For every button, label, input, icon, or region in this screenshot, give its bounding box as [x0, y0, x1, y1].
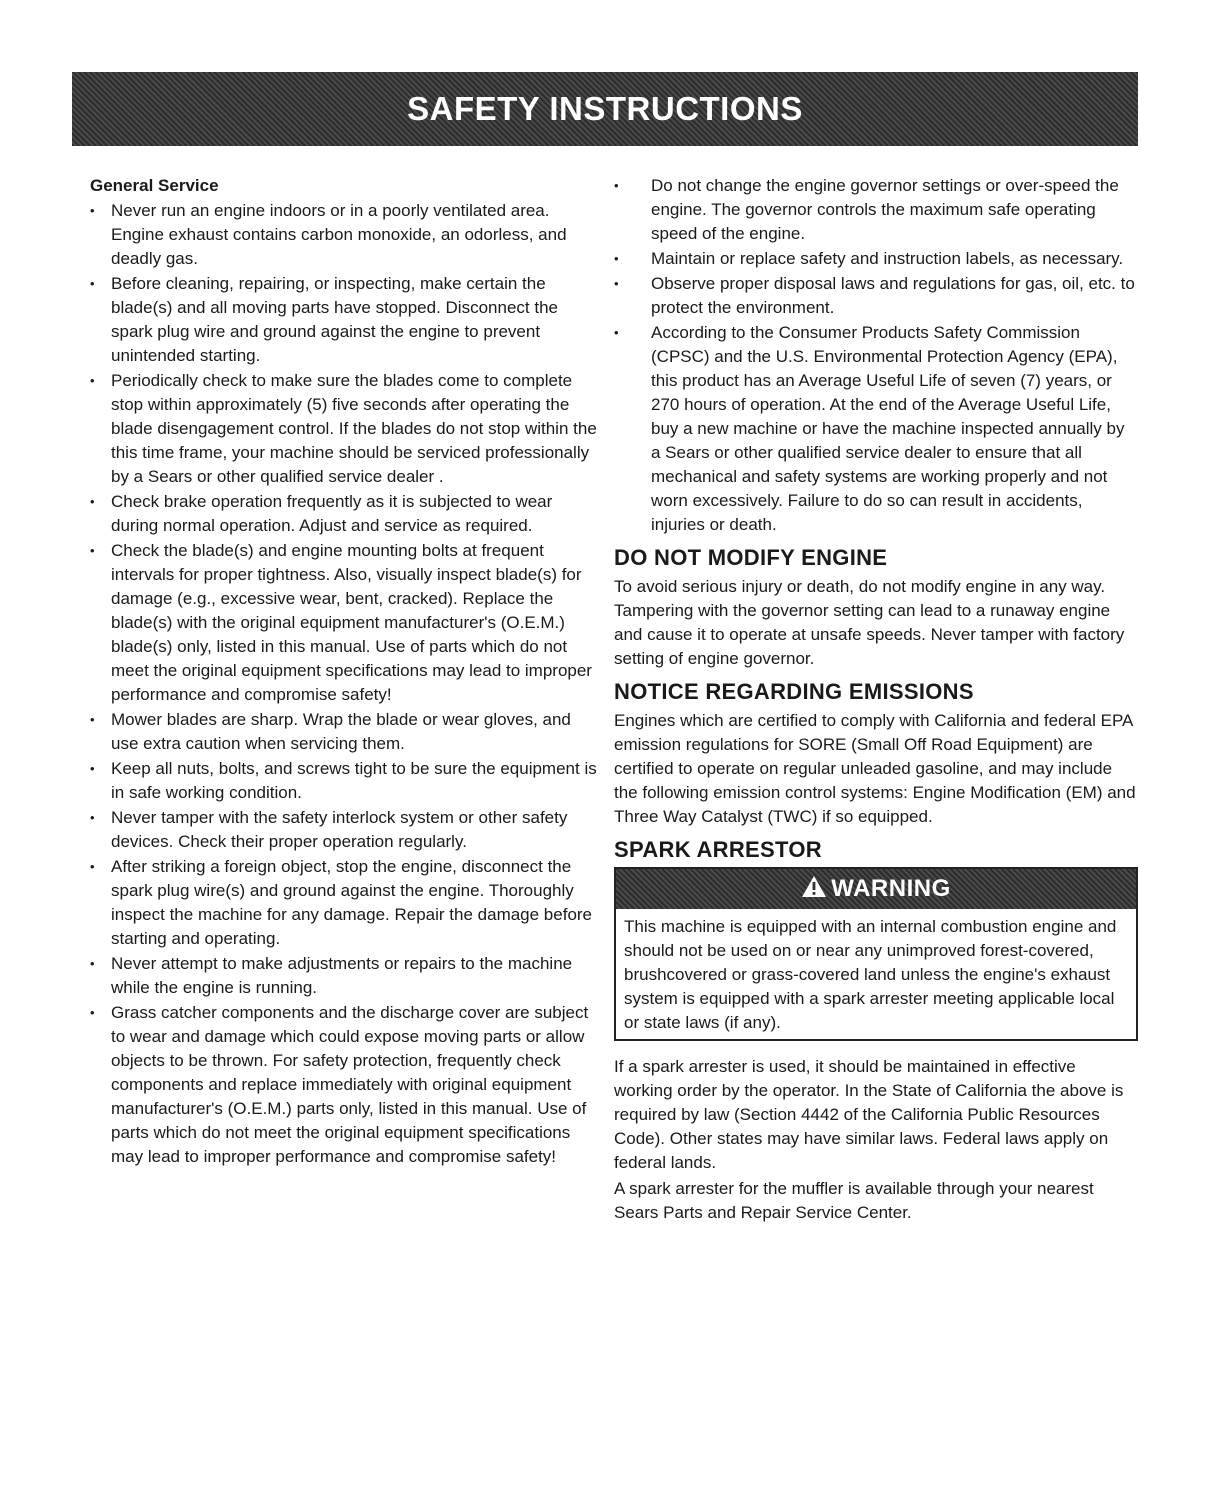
warning-header	[616, 869, 1136, 909]
list-item: • Maintain or replace safety and instruction labels, as necessary.	[614, 247, 1138, 271]
warning-triangle-icon	[801, 875, 827, 903]
list-item: • Check the blade(s) and engine mounting bolts at frequent intervals for proper tightness. Also, visually inspect blade(s) for damage (e.g., excessive wear, bent, cracked). Replace the blade(s) with the original equipment manufacturer's (O.E.M.) blade(s) only, listed in this manual. Use of parts which do not meet the original equipment specifications may lead to improper performance and compromise safety!	[90, 539, 598, 707]
list-item: • Check brake operation frequently as it is subjected to wear during normal operation. Adjust and service as required.	[90, 490, 598, 538]
spark-arrestor-heading: SPARK ARRESTOR	[614, 837, 822, 862]
warning-title: WARNING	[831, 875, 951, 902]
list-item: • Periodically check to make sure the blades come to complete stop within approximately (5) five seconds after operating the blade disengagement control. If the blades do not stop within the this time frame, your machine should be serviced professionally by a Sears or other qualified service dealer .	[90, 369, 598, 489]
emissions-heading: NOTICE REGARDING EMISSIONS	[614, 679, 974, 704]
spark-arrestor-paragraph: A spark arrester for the muffler is available through your nearest Sears Parts and Repair Service Center.	[614, 1179, 1094, 1222]
list-item: • Grass catcher components and the discharge cover are subject to wear and damage which could expose moving parts or allow objects to be thrown. For safety protection, frequently check components and replace immediately with original equipment manufacturer's (O.E.M.) parts only, listed in this manual. Use of parts which do not meet the original equipment specifications may lead to improper performance and compromise safety!	[90, 1001, 598, 1169]
list-item: • According to the Consumer Products Safety Commission (CPSC) and the U.S. Environmental Protection Agency (EPA), this product has an Average Useful Life of seven (7) years, or 270 hours of operation. At the end of the Average Useful Life, buy a new machine or have the machine inspected annually by a Sears or other qualified service dealer to ensure that all mechanical and safety systems are working properly and not worn excessively. Failure to do so can result in accidents, injuries or death.	[614, 321, 1138, 537]
page-title: SAFETY INSTRUCTIONS	[407, 90, 803, 127]
list-item: • After striking a foreign object, stop the engine, disconnect the spark plug wire(s) and ground against the engine. Thoroughly inspect the machine for any damage. Repair the damage before starting and operating.	[90, 855, 598, 951]
list-item: • Never run an engine indoors or in a poorly ventilated area. Engine exhaust contains carbon monoxide, an odorless, and deadly gas.	[90, 199, 598, 271]
general-service-list	[90, 199, 598, 1169]
list-item: • Observe proper disposal laws and regulations for gas, oil, etc. to protect the environment.	[614, 272, 1138, 320]
modify-engine-text: To avoid serious injury or death, do not modify engine in any way. Tampering with the governor setting can lead to a runaway engine and cause it to operate at unsafe speeds. Never tamper with factory setting of engine governor.	[614, 577, 1125, 668]
list-item: • Keep all nuts, bolts, and screws tight to be sure the equipment is in safe working condition.	[90, 757, 598, 805]
list-item: • Before cleaning, repairing, or inspecting, make certain the blade(s) and all moving parts have stopped. Disconnect the spark plug wire and ground against the engine to prevent unintended starting.	[90, 272, 598, 368]
list-item: • Never tamper with the safety interlock system or other safety devices. Check their proper operation regularly.	[90, 806, 598, 854]
modify-engine-heading: DO NOT MODIFY ENGINE	[614, 545, 888, 570]
list-item: • Do not change the engine governor settings or over-speed the engine. The governor controls the maximum safe operating speed of the engine.	[614, 174, 1138, 246]
right-column	[614, 174, 1138, 1227]
general-service-subtitle: General Service	[90, 176, 219, 195]
warning-title-wrap	[801, 875, 951, 903]
left-column	[90, 174, 598, 1170]
list-item: • Mower blades are sharp. Wrap the blade or wear gloves, and use extra caution when servicing them.	[90, 708, 598, 756]
page-banner	[72, 72, 1138, 146]
emissions-text: Engines which are certified to comply with California and federal EPA emission regulations for SORE (Small Off Road Equipment) are certified to operate on regular unleaded gasoline, and may include the following emission control systems: Engine Modification (EM) and Three Way Catalyst (TWC) if so equipped.	[614, 711, 1136, 826]
warning-text: This machine is equipped with an internal combustion engine and should not be used on or near any unimproved forest-covered, brushcovered or grass-covered land unless the engine's exhaust system is equipped with a spark arrester meeting applicable local or state laws (if any).	[624, 917, 1117, 1032]
list-item: • Never attempt to make adjustments or repairs to the machine while the engine is running.	[90, 952, 598, 1000]
general-service-list-continued	[614, 174, 1138, 537]
spark-arrestor-paragraph: If a spark arrester is used, it should be maintained in effective working order by the operator. In the State of California the above is required by law (Section 4442 of the California Public Resources Code). Other states may have similar laws. Federal laws apply on federal lands.	[614, 1057, 1124, 1172]
warning-box	[614, 867, 1138, 1041]
